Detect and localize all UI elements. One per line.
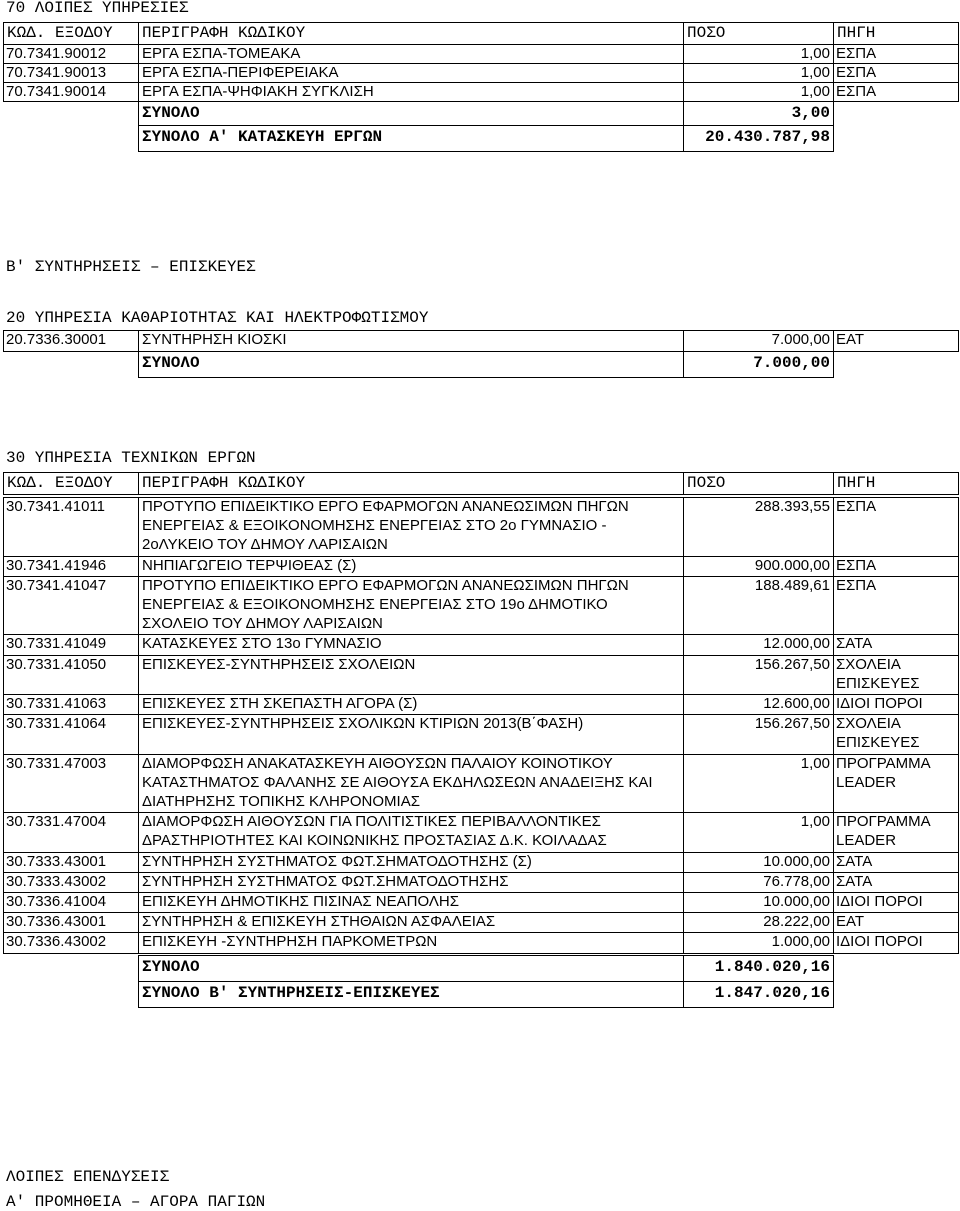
row-source: ΕΣΠΑ [836, 45, 877, 62]
row-description: ΕΡΓΑ ΕΣΠΑ-ΨΗΦΙΑΚΗ ΣΥΓΚΛΙΣΗ [142, 83, 374, 100]
row-description: ΚΑΤΑΣΤΗΜΑΤΟΣ ΦΑΛΑΝΗΣ ΣΕ ΑΙΘΟΥΣΑ ΕΚΔΗΛΩΣΕΩΝ ΑΝΑΔΕΙΞΗΣ ΚΑΙ [142, 773, 653, 791]
section-heading-30: 30 ΥΠΗΡΕΣΙΑ ΤΕΧΝΙΚΩΝ ΕΡΓΩΝ [6, 449, 256, 467]
column-divider [958, 472, 959, 495]
column-divider [3, 82, 4, 102]
row-divider [3, 472, 959, 473]
row-description: ΣΥΝΤΗΡΗΣΗ ΣΥΣΤΗΜΑΤΟΣ ΦΩΤ.ΣΗΜΑΤΟΔΟΤΗΣΗΣ (Σ) [142, 852, 532, 870]
column-divider [833, 44, 834, 64]
row-description: ΔΙΑΤΗΡΗΣΗΣ ΤΟΠΙΚΗΣ ΚΛΗΡΟΝΟΜΙΑΣ [142, 793, 420, 810]
row-code: 20.7336.30001 [6, 331, 107, 348]
column-divider [833, 63, 834, 83]
row-description: ΕΠΙΣΚΕΥΗ -ΣΥΝΤΗΡΗΣΗ ΠΑΡΚΟΜΕΤΡΩΝ [142, 933, 438, 951]
column-divider [138, 872, 139, 893]
column-divider [833, 754, 834, 814]
row-description: ΝΗΠΙΑΓΩΓΕΙΟ ΤΕΡΨΙΘΕΑΣ (Σ) [142, 556, 357, 574]
column-divider [3, 932, 4, 953]
row-amount: 12.000,00 [763, 635, 830, 653]
column-divider [138, 634, 139, 655]
total-20-value: 7.000,00 [753, 354, 830, 372]
column-divider [3, 912, 4, 933]
section-heading-20: 20 ΥΠΗΡΕΣΙΑ ΚΑΘΑΡΙΟΤΗΤΑΣ ΚΑΙ ΗΛΕΚΤΡΟΦΩΤΙΣΜΟΥ [6, 309, 429, 327]
row-description: ΕΠΙΣΚΕΥΕΣ-ΣΥΝΤΗΡΗΣΕΙΣ ΣΧΟΛΙΚΩΝ ΚΤΙΡΙΩΝ 2013(Β΄ΦΑΣΗ) [142, 715, 584, 733]
column-divider [3, 556, 4, 577]
column-divider [958, 912, 959, 933]
row-description: ΔΙΑΜΟΡΦΩΣΗ ΑΝΑΚΑΤΑΣΚΕΥΗ ΑΙΘΟΥΣΩΝ ΠΑΛΑΙΟΥ ΚΟΙΝΟΤΙΚΟΥ [142, 754, 613, 772]
row-description: 2οΛΥΚΕΙΟ ΤΟΥ ΔΗΜΟΥ ΛΑΡΙΣΑΙΩΝ [142, 536, 388, 554]
total-b-value: 1.847.020,16 [714, 983, 830, 1002]
row-source: ΙΔΙΟΙ ΠΟΡΟΙ [836, 695, 923, 712]
column-divider [138, 714, 139, 754]
row-amount: 1,00 [800, 83, 830, 100]
total-70-value: 3,00 [791, 104, 830, 122]
column-divider [958, 694, 959, 715]
row-code: 70.7341.90013 [6, 64, 107, 81]
column-divider [833, 330, 834, 352]
column-divider [3, 634, 4, 655]
column-divider [138, 82, 139, 102]
column-divider [138, 44, 139, 64]
column-divider [958, 556, 959, 577]
row-code: 30.7333.43001 [6, 852, 107, 870]
row-description: ΠΡΟΤΥΠΟ ΕΠΙΔΕΙΚΤΙΚΟ ΕΡΓΟ ΕΦΑΡΜΟΓΩΝ ΑΝΑΝΕΩΣΙΜΩΝ ΠΗΓΩΝ [142, 498, 629, 515]
row-amount: 12.600,00 [763, 695, 830, 712]
row-code: 30.7336.41004 [6, 893, 107, 910]
row-source: ΕΑΤ [836, 913, 865, 931]
column-divider [3, 892, 4, 913]
row-amount: 1,00 [800, 64, 830, 81]
row-code: 30.7331.41064 [6, 715, 107, 733]
row-source: ΣΧΟΛΕΙΑ [836, 715, 901, 733]
row-description: ΕΠΙΣΚΕΥΕΣ ΣΤΗ ΣΚΕΠΑΣΤΗ ΑΓΟΡΑ (Σ) [142, 695, 418, 712]
row-code: 30.7331.41049 [6, 635, 107, 653]
column-divider [138, 892, 139, 913]
row-description: ΣΥΝΤΗΡΗΣΗ & ΕΠΙΣΚΕΥΗ ΣΤΗΘΑΙΩΝ ΑΣΦΑΛΕΙΑΣ [142, 913, 496, 931]
header-code: ΚΩΔ. ΕΞΟΔΟΥ [7, 24, 113, 42]
row-divider [3, 953, 959, 954]
row-amount: 10.000,00 [763, 852, 830, 870]
row-source: ΙΔΙΟΙ ΠΟΡΟΙ [836, 933, 923, 951]
total-b-label: ΣΥΝΟΛΟ Β' ΣΥΝΤΗΡΗΣΕΙΣ-ΕΠΙΣΚΕΥΕΣ [142, 983, 440, 1002]
row-code: 30.7331.41050 [6, 655, 107, 673]
column-divider [3, 63, 4, 83]
column-divider [833, 872, 834, 893]
column-divider [958, 932, 959, 953]
column-divider [138, 472, 139, 495]
row-description: ΣΥΝΤΗΡΗΣΗ ΚΙΟΣΚΙ [142, 331, 287, 348]
row-description: ΕΠΙΣΚΕΥΕΣ-ΣΥΝΤΗΡΗΣΕΙΣ ΣΧΟΛΕΙΩΝ [142, 655, 416, 673]
total-20-label: ΣΥΝΟΛΟ [142, 354, 200, 372]
row-description: ΕΡΓΑ ΕΣΠΑ-ΤΟΜΕΑΚΑ [142, 45, 301, 62]
column-divider [958, 655, 959, 695]
header-amount: ΠΟΣΟ [687, 24, 726, 42]
row-amount: 1,00 [800, 754, 830, 772]
header-code: ΚΩΔ. ΕΞΟΔΟΥ [7, 474, 113, 492]
row-amount: 1.000,00 [771, 933, 830, 951]
column-divider [958, 63, 959, 83]
row-source: ΠΡΟΓΡΑΜΜΑ [836, 754, 931, 772]
row-amount: 10.000,00 [763, 893, 830, 910]
row-amount: 188.489,61 [754, 576, 830, 594]
column-divider [958, 812, 959, 852]
total-30-label: ΣΥΝΟΛΟ [142, 957, 200, 976]
row-source: ΕΠΙΣΚΕΥΕΣ [836, 734, 920, 752]
column-divider [3, 497, 4, 557]
column-divider [833, 655, 834, 695]
row-source: ΣΑΤΑ [836, 872, 873, 890]
column-divider [958, 892, 959, 913]
row-amount: 7.000,00 [771, 331, 830, 348]
footer-procurement: Α' ΠΡΟΜΗΘΕΙΑ – ΑΓΟΡΑ ΠΑΓΙΩΝ [6, 1193, 266, 1211]
row-amount: 288.393,55 [754, 498, 830, 515]
column-divider [3, 872, 4, 893]
column-divider [958, 82, 959, 102]
column-divider [138, 330, 139, 352]
column-divider [138, 556, 139, 577]
row-source: ΕΣΠΑ [836, 83, 877, 100]
row-source: LEADER [836, 832, 897, 850]
row-source: ΣΑΤΑ [836, 852, 873, 870]
total-30-value: 1.840.020,16 [714, 957, 830, 976]
column-divider [833, 694, 834, 715]
column-divider [833, 497, 834, 557]
row-code: 70.7341.90014 [6, 83, 107, 100]
row-source: ΣΑΤΑ [836, 635, 873, 653]
total-70-label: ΣΥΝΟΛΟ [142, 104, 200, 122]
column-divider [833, 932, 834, 953]
column-divider [3, 576, 4, 636]
row-source: ΕΣΠΑ [836, 576, 877, 594]
column-divider [958, 497, 959, 557]
column-divider [833, 714, 834, 754]
column-divider [138, 754, 139, 814]
column-divider [138, 812, 139, 852]
row-code: 30.7341.41946 [6, 556, 107, 574]
row-code: 70.7341.90012 [6, 45, 107, 62]
column-divider [3, 655, 4, 695]
column-divider [958, 330, 959, 352]
row-description: ΕΠΙΣΚΕΥΗ ΔΗΜΟΤΙΚΗΣ ΠΙΣΙΝΑΣ ΝΕΑΠΟΛΗΣ [142, 893, 459, 910]
row-description: ΕΡΓΑ ΕΣΠΑ-ΠΕΡΙΦΕΡΕΙΑΚΑ [142, 64, 339, 81]
column-divider [3, 22, 4, 45]
column-divider [3, 330, 4, 352]
column-divider [3, 714, 4, 754]
column-divider [138, 694, 139, 715]
column-divider [833, 472, 834, 495]
header-amount: ΠΟΣΟ [687, 474, 726, 492]
row-description: ΣΧΟΛΕΙΟ ΤΟΥ ΔΗΜΟΥ ΛΑΡΙΣΑΙΩΝ [142, 615, 383, 633]
column-divider [3, 694, 4, 715]
total-a-label: ΣΥΝΟΛΟ Α' ΚΑΤΑΣΚΕΥΗ ΕΡΓΩΝ [142, 128, 383, 146]
column-divider [958, 754, 959, 814]
column-divider [3, 754, 4, 814]
row-amount: 76.778,00 [763, 872, 830, 890]
column-divider [138, 932, 139, 953]
row-source: ΕΣΠΑ [836, 498, 877, 515]
row-amount: 28.222,00 [763, 913, 830, 931]
footer-other-investments: ΛΟΙΠΕΣ ΕΠΕΝΔΥΣΕΙΣ [6, 1168, 170, 1186]
column-divider [833, 812, 834, 852]
column-divider [958, 714, 959, 754]
column-divider [958, 872, 959, 893]
column-divider [833, 634, 834, 655]
row-source: ΕΠΙΣΚΕΥΕΣ [836, 674, 920, 692]
column-divider [958, 22, 959, 45]
section-heading-70: 70 ΛΟΙΠΕΣ ΥΠΗΡΕΣΙΕΣ [6, 0, 189, 17]
row-code: 30.7331.47003 [6, 754, 107, 772]
row-description: ΣΥΝΤΗΡΗΣΗ ΣΥΣΤΗΜΑΤΟΣ ΦΩΤ.ΣΗΜΑΤΟΔΟΤΗΣΗΣ [142, 872, 509, 890]
column-divider [833, 892, 834, 913]
column-divider [3, 812, 4, 852]
column-divider [958, 576, 959, 636]
row-code: 30.7331.41063 [6, 695, 107, 712]
row-source: ΕΑΤ [836, 331, 865, 348]
section-heading-b: Β' ΣΥΝΤΗΡΗΣΕΙΣ – ΕΠΙΣΚΕΥΕΣ [6, 258, 256, 276]
row-divider [3, 494, 959, 495]
row-source: ΠΡΟΓΡΑΜΜΑ [836, 813, 931, 831]
row-amount: 1,00 [800, 45, 830, 62]
row-amount: 900.000,00 [754, 556, 830, 574]
column-divider [833, 852, 834, 873]
row-amount: 156.267,50 [754, 655, 830, 673]
column-divider [833, 22, 834, 45]
row-divider [3, 22, 959, 23]
row-code: 30.7336.43002 [6, 933, 107, 951]
column-divider [683, 22, 684, 45]
row-description: ΔΙΑΜΟΡΦΩΣΗ ΑΙΘΟΥΣΩΝ ΓΙΑ ΠΟΛΙΤΙΣΤΙΚΕΣ ΠΕΡΙΒΑΛΛΟΝΤΙΚΕΣ [142, 813, 601, 831]
row-code: 30.7333.43002 [6, 872, 107, 890]
header-description: ΠΕΡΙΓΡΑΦΗ ΚΩΔΙΚΟΥ [142, 474, 306, 492]
column-divider [138, 497, 139, 557]
row-source: LEADER [836, 773, 897, 791]
row-code: 30.7336.43001 [6, 913, 107, 931]
row-source: ΣΧΟΛΕΙΑ [836, 655, 901, 673]
column-divider [138, 22, 139, 45]
row-description: ΔΡΑΣΤΗΡΙΟΤΗΤΕΣ ΚΑΙ ΚΟΙΝΩΝΙΚΗΣ ΠΡΟΣΤΑΣΙΑΣ Δ.Κ. ΚΟΙΛΑΔΑΣ [142, 832, 607, 850]
row-description: ΚΑΤΑΣΚΕΥΕΣ ΣΤΟ 13ο ΓΥΜΝΑΣΙΟ [142, 635, 382, 653]
column-divider [833, 82, 834, 102]
row-code: 30.7341.41011 [6, 498, 105, 515]
column-divider [138, 912, 139, 933]
row-code: 30.7341.41047 [6, 576, 107, 594]
column-divider [683, 472, 684, 495]
header-source: ΠΗΓΗ [837, 474, 876, 492]
column-divider [833, 912, 834, 933]
row-source: ΕΣΠΑ [836, 64, 877, 81]
column-divider [958, 44, 959, 64]
row-description: ΕΝΕΡΓΕΙΑΣ & ΕΞΟΙΚΟΝΟΜΗΣΗΣ ΕΝΕΡΓΕΙΑΣ ΣΤΟ 2ο ΓΥΜΝΑΣΙΟ - [142, 517, 607, 535]
row-description: ΕΝΕΡΓΕΙΑΣ & ΕΞΟΙΚΟΝΟΜΗΣΗΣ ΕΝΕΡΓΕΙΑΣ ΣΤΟ 19ο ΔΗΜΟΤΙΚΟ [142, 596, 608, 613]
row-amount: 1,00 [800, 813, 830, 831]
column-divider [958, 634, 959, 655]
row-source: ΕΣΠΑ [836, 556, 877, 574]
header-source: ΠΗΓΗ [837, 24, 876, 42]
column-divider [3, 472, 4, 495]
column-divider [958, 852, 959, 873]
column-divider [833, 576, 834, 636]
row-source: ΙΔΙΟΙ ΠΟΡΟΙ [836, 893, 923, 910]
column-divider [138, 655, 139, 695]
row-code: 30.7331.47004 [6, 813, 107, 831]
column-divider [3, 44, 4, 64]
header-description: ΠΕΡΙΓΡΑΦΗ ΚΩΔΙΚΟΥ [142, 24, 306, 42]
column-divider [138, 852, 139, 873]
column-divider [833, 556, 834, 577]
row-amount: 156.267,50 [754, 715, 830, 733]
column-divider [138, 63, 139, 83]
column-divider [3, 852, 4, 873]
column-divider [138, 576, 139, 636]
row-description: ΠΡΟΤΥΠΟ ΕΠΙΔΕΙΚΤΙΚΟ ΕΡΓΟ ΕΦΑΡΜΟΓΩΝ ΑΝΑΝΕΩΣΙΜΩΝ ΠΗΓΩΝ [142, 576, 629, 594]
total-a-value: 20.430.787,98 [705, 128, 830, 146]
